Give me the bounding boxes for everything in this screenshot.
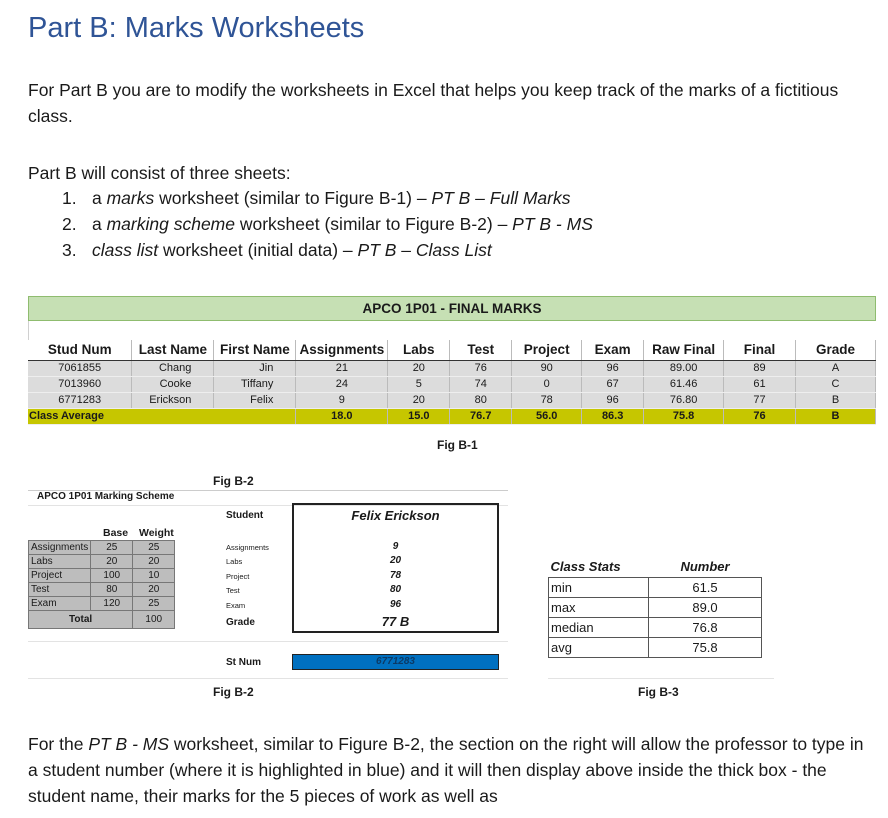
table-cell: Felix [214,392,296,408]
table-cell: C [796,376,876,392]
column-header: Labs [388,340,450,360]
table-cell: 7013960 [28,376,132,392]
table-row [28,360,876,376]
column-header: Exam [582,340,644,360]
table-cell: Test [29,583,91,597]
table-cell: 0 [512,376,582,392]
stat-label: min [549,577,649,597]
class-average-label: Class Average [28,408,296,424]
fig-b2-caption-top: Fig B-2 [213,474,254,488]
marking-scheme-title: APCO 1P01 Marking Scheme [37,491,175,502]
list-item: 2. a marking scheme worksheet (similar to Figure B-2) – PT B - MS [62,214,593,234]
table-cell: 18.0 [296,408,388,424]
class-stats-table [548,557,762,658]
stat-value: 76.8 [649,617,762,637]
table-cell: 56.0 [512,408,582,424]
table-cell: 15.0 [388,408,450,424]
table-cell: 25 [133,541,175,555]
fig-b3-caption: Fig B-3 [638,685,679,699]
work-label: Assignments [226,543,269,552]
sheet-gridline [548,678,774,679]
table-cell: B [796,408,876,424]
table-row [549,577,762,597]
base-column-header: Base [103,527,129,539]
table-cell: 25 [91,541,133,555]
table-cell: Tiffany [214,376,296,392]
table-cell: Exam [29,597,91,611]
table-cell: Cooke [132,376,214,392]
table-cell: 76 [450,360,512,376]
total-row [29,611,175,629]
sheet-gridlines [28,321,876,341]
work-label: Labs [226,557,243,566]
table-cell: 20 [133,583,175,597]
table-cell: Chang [132,360,214,376]
student-number-input[interactable]: 6771283 [292,654,499,670]
column-header: Test [450,340,512,360]
table-header-row [549,557,762,577]
table-cell: 76.80 [644,392,724,408]
table-cell: 25 [133,597,175,611]
list-item: 3. class list worksheet (initial data) – PT B – Class List [62,240,492,260]
work-mark: 80 [389,584,402,595]
table-cell: 90 [512,360,582,376]
table-cell: 20 [91,555,133,569]
work-label: Project [226,572,250,581]
stat-value: 89.0 [649,597,762,617]
table-cell: 24 [296,376,388,392]
work-label: Exam [226,601,246,610]
table-cell: 5 [388,376,450,392]
stat-value: 75.8 [649,637,762,657]
table-cell: 20 [133,555,175,569]
table-cell: 74 [450,376,512,392]
weight-column-header: Weight [139,527,174,539]
final-marks-table [28,340,876,425]
total-weight: 100 [133,611,175,629]
column-header: Last Name [132,340,214,360]
sheet-gridline [28,678,508,679]
table-cell: 76 [724,408,796,424]
column-header: Project [512,340,582,360]
table-cell: 120 [91,597,133,611]
table-cell: B [796,392,876,408]
table-cell: 89.00 [644,360,724,376]
table-row [549,637,762,657]
number-header: Number [649,557,762,577]
table-row [29,569,175,583]
table-cell: 77 [724,392,796,408]
table-cell: 6771283 [28,392,132,408]
column-header: Assignments [296,340,388,360]
table-cell: 21 [296,360,388,376]
table-cell: 61.46 [644,376,724,392]
class-average-row [28,408,876,424]
total-label: Total [29,611,133,629]
table-cell: 7061855 [28,360,132,376]
table-cell: 86.3 [582,408,644,424]
work-mark: 96 [389,599,402,610]
sheets-list [62,185,593,263]
column-header: Stud Num [28,340,132,360]
table-cell: 78 [512,392,582,408]
table-cell: 67 [582,376,644,392]
work-mark: 9 [392,541,399,552]
stat-label: avg [549,637,649,657]
work-label: Test [226,586,240,595]
class-stats-header: Class Stats [549,557,649,577]
table-cell: 80 [91,583,133,597]
table-cell: 10 [133,569,175,583]
table-row [29,597,175,611]
table-header-row [28,340,876,360]
student-name: Felix Erickson [351,508,440,523]
table-cell: 76.7 [450,408,512,424]
page-heading: Part B: Marks Worksheets [28,12,365,44]
stat-label: median [549,617,649,637]
table-cell: A [796,360,876,376]
student-number-label: St Num [226,657,261,668]
table-cell: 89 [724,360,796,376]
column-header: First Name [214,340,296,360]
table-row [28,392,876,408]
table-cell: Jin [214,360,296,376]
table-cell: 96 [582,360,644,376]
table-cell: 100 [91,569,133,583]
table-cell: Assignments [29,541,91,555]
table-cell: Labs [29,555,91,569]
closing-paragraph: For the PT B - MS worksheet, similar to Figure B-2, the section on the right will allow the professor to type in a student number (where it is highlighted in blue) and it will then display above inside the thick box - the student name, their marks for the 5 pieces of work as well as [28,734,864,806]
table-row [549,617,762,637]
marking-scheme-table [28,540,175,629]
student-label: Student [226,510,264,521]
table-cell: 80 [450,392,512,408]
stat-value: 61.5 [649,577,762,597]
sheet-gridline [28,641,508,642]
stat-label: max [549,597,649,617]
grade-label: Grade [226,617,255,628]
grade-value: 77 B [381,614,410,629]
table-cell: 9 [296,392,388,408]
table-row [28,376,876,392]
sheets-intro: Part B will consist of three sheets: [28,163,291,183]
table-cell: Project [29,569,91,583]
fig-b2-caption-bottom: Fig B-2 [213,685,254,699]
table-row [29,555,175,569]
table-cell: 61 [724,376,796,392]
work-mark: 78 [389,570,402,581]
table-cell: 20 [388,392,450,408]
final-marks-title-bar [28,296,876,321]
column-header: Raw Final [644,340,724,360]
table-row [29,541,175,555]
table-row [29,583,175,597]
column-header: Final [724,340,796,360]
table-cell: 75.8 [644,408,724,424]
work-mark: 20 [389,555,402,566]
final-marks-title: APCO 1P01 - FINAL MARKS [362,301,542,316]
table-cell: 20 [388,360,450,376]
table-row [549,597,762,617]
list-item: 1. a marks worksheet (similar to Figure B-1) – PT B – Full Marks [62,188,571,208]
fig-b1-caption: Fig B-1 [437,438,478,452]
column-header: Grade [796,340,876,360]
table-cell: Erickson [132,392,214,408]
intro-paragraph: For Part B you are to modify the worksheets in Excel that helps you keep track of the marks of a fictitious class. [28,80,839,126]
table-cell: 96 [582,392,644,408]
